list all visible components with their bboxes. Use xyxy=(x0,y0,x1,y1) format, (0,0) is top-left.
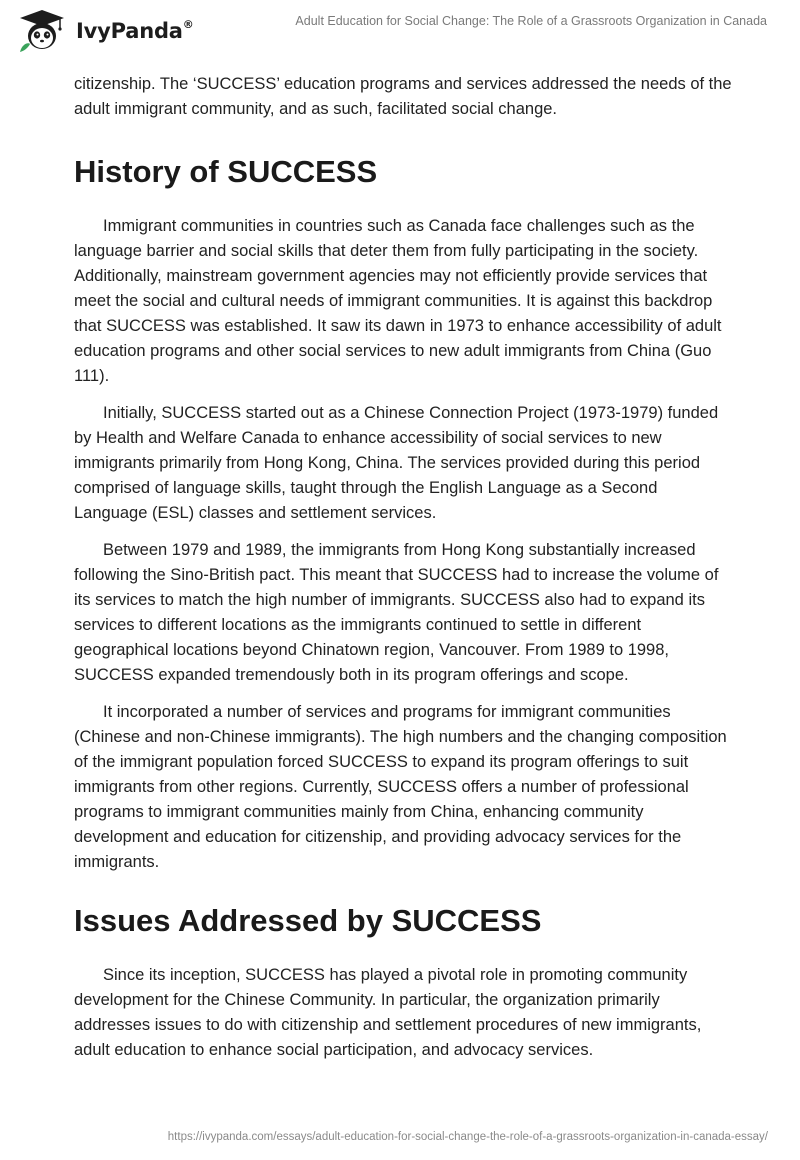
panda-graduate-icon xyxy=(16,8,68,54)
document-title: Adult Education for Social Change: The Role of a Grassroots Organization in Canada xyxy=(295,14,767,28)
paragraph: It incorporated a number of services and programs for immigrant communities (Chinese and non-Chinese immigrants). The high numbers and the changing composition of the immigrant population forced SUCCESS to expand its program offerings to suit immigrants from other regions. Currently, SUCCESS offers a number of professional programs to immigrant communities mainly from China, enhancing community development and education for citizenship, and providing advocacy services for the immigrants. xyxy=(74,703,727,871)
source-url[interactable]: https://ivypanda.com/essays/adult-education-for-social-change-the-role-of-a-grassroots-organization-in-canada-essay/ xyxy=(167,1131,768,1143)
paragraph: Since its inception, SUCCESS has played a pivotal role in promoting community development for the Chinese Community. In particular, the organization primarily addresses issues to do with citizenship and settlement procedures of new immigrants, adult education to enhance social participation, and advocacy services. xyxy=(74,966,702,1059)
section-history xyxy=(74,152,734,875)
section-heading: Issues Addressed by SUCCESS xyxy=(74,903,542,938)
section-issues xyxy=(74,901,734,1063)
essay-content xyxy=(74,72,734,1063)
paragraph: Between 1979 and 1989, the immigrants from Hong Kong substantially increased following the Sino-British pact. This meant that SUCCESS had to increase the volume of its services to match the high number of immigrants. SUCCESS also had to expand its services to different locations as the immigrants continued to settle in different geographical locations beyond Chinatown region, Vancouver. From 1989 to 1998, SUCCESS expanded tremendously both in its program offerings and scope. xyxy=(74,541,719,684)
section-heading: History of SUCCESS xyxy=(74,154,378,189)
logo-wordmark: IvyPanda® xyxy=(76,18,194,43)
page-header xyxy=(0,0,800,56)
lead-paragraph: citizenship. The ‘SUCCESS’ education programs and services addressed the needs of the adult immigrant community, and as such, facilitated social change. xyxy=(74,75,732,118)
paragraph: Immigrant communities in countries such as Canada face challenges such as the language barrier and social skills that deter them from fully participating in the society. Additionally, mainstream government agencies may not efficiently provide services that meet the social and cultural needs of immigrant communities. It is against this backdrop that SUCCESS was established. It saw its dawn in 1973 to enhance accessibility of adult education programs and other social services to new adult immigrants from China (Guo 111). xyxy=(74,217,722,385)
paragraph: Initially, SUCCESS started out as a Chinese Connection Project (1973-1979) funded by Health and Welfare Canada to enhance accessibility of social services to new immigrants primarily from Hong Kong, China. The services provided during this period comprised of language skills, taught through the English Language as a Second Language (ESL) classes and settlement services. xyxy=(74,404,719,522)
logo[interactable] xyxy=(16,8,194,54)
